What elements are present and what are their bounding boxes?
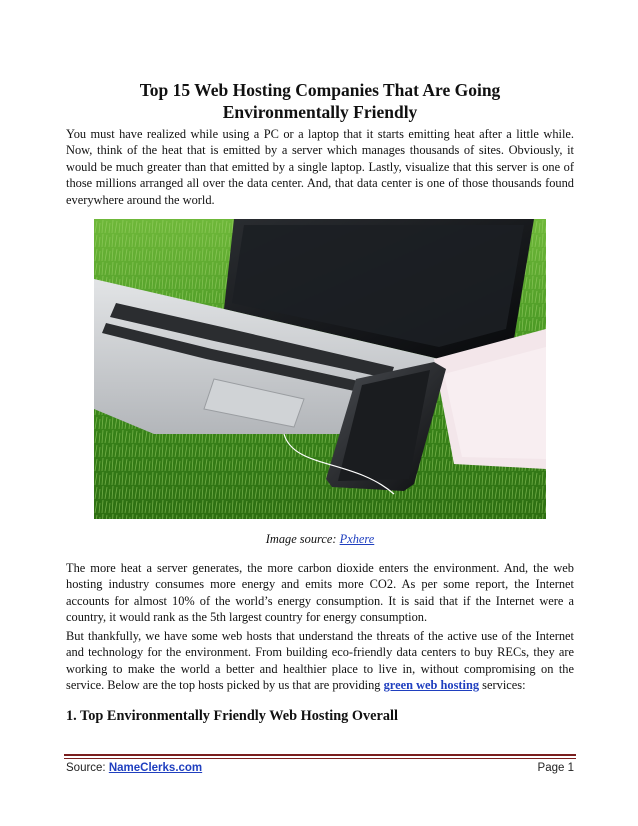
document-title [66, 79, 574, 123]
paragraph-green-hosts-text: But thankfully, we have some web hosts that understand the threats of the active use of the Internet and technology for the environment. From building eco-friendly data centers to buy RECs, they are working to make the world a better and healthier place to live in, without compromising on the service. Below are the top hosts picked by us that are providing [66, 629, 574, 693]
section-heading-1: 1. Top Environmentally Friendly Web Hosting Overall [66, 708, 398, 724]
paragraph-green-hosts-tail: services: [479, 678, 526, 693]
footer-source [66, 762, 202, 774]
footer-rule-thin [64, 758, 576, 759]
title-line-2: Environmentally Friendly [222, 102, 418, 122]
title-line-1: Top 15 Web Hosting Companies That Are Going [139, 80, 501, 100]
paragraph-green-hosts [66, 628, 574, 694]
footer-page-number: Page 1 [537, 762, 574, 774]
intro-paragraph: You must have realized while using a PC or a laptop that it starts emitting heat after a little while. Now, think of the heat that is emitted by a server which manages thousands of sites. Obviously, it would be much greater than that emitted by a single laptop. Lastly, visualize that this server is one of those millions arranged all over the data center. And, that data center is one of those thousands found everywhere around the world. [66, 127, 574, 207]
image-caption [66, 532, 574, 547]
green-web-hosting-link[interactable]: green web hosting [383, 678, 480, 693]
footer-source-label: Source: [66, 762, 109, 774]
paragraph-energy: The more heat a server generates, the more carbon dioxide enters the environment. And, the web hosting industry consumes more energy and emits more CO2. As per some report, the Internet accounts for almost 10% of the world’s energy consumption. It is said that if the Internet were a country, it would rank as the 5th largest country for energy consumption. [66, 561, 574, 625]
image-source-link[interactable]: Pxhere [339, 532, 375, 546]
footer-rule-thick [64, 754, 576, 756]
caption-prefix: Image source: [265, 532, 340, 546]
footer-source-link[interactable]: NameClerks.com [108, 762, 203, 774]
laptop-on-grass-photo [94, 219, 546, 519]
